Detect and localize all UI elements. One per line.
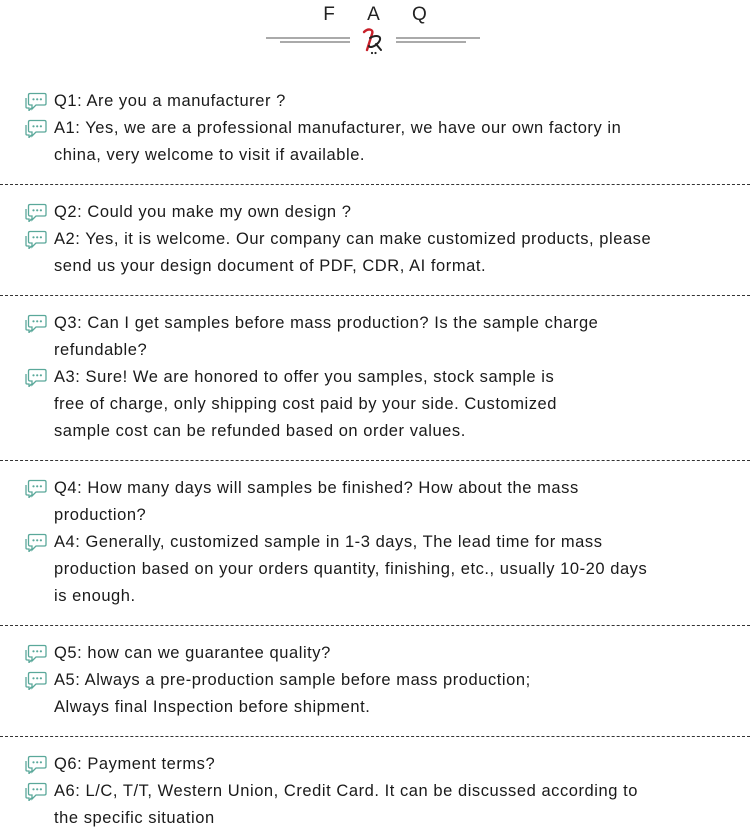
question-text-line: Q3: Can I get samples before mass production? Is the sample charge — [54, 314, 599, 332]
chat-bubble-icon — [25, 671, 47, 690]
chat-bubble-icon — [25, 368, 47, 387]
chat-bubble-icon — [25, 230, 47, 249]
faq-item — [0, 475, 750, 610]
dashed-divider — [0, 736, 750, 737]
question-row — [0, 475, 750, 529]
answer-row — [0, 364, 750, 445]
chat-bubble-icon — [25, 782, 47, 801]
chat-bubble-icon — [25, 644, 47, 663]
answer-text-line: sample cost can be refunded based on order values. — [54, 422, 466, 440]
answer-text-line: the specific situation — [54, 809, 215, 827]
answer-row — [0, 226, 750, 280]
answer-text-line: A2: Yes, it is welcome. Our company can make customized products, please — [54, 230, 652, 248]
title-divider-logo — [266, 26, 480, 56]
question-row — [0, 310, 750, 364]
faq-list — [0, 88, 750, 832]
question-row — [0, 751, 750, 778]
dashed-divider — [0, 625, 750, 626]
faq-item — [0, 751, 750, 832]
chat-bubble-icon — [25, 314, 47, 333]
answer-text-line: A6: L/C, T/T, Western Union, Credit Card. It can be discussed according to — [54, 782, 638, 800]
faq-header — [0, 0, 750, 60]
question-text-line: refundable? — [54, 341, 148, 359]
dashed-divider — [0, 184, 750, 185]
answer-text-line: free of charge, only shipping cost paid by your side. Customized — [54, 395, 557, 413]
chat-bubble-icon — [25, 92, 47, 111]
answer-text-line: A4: Generally, customized sample in 1-3 days, The lead time for mass — [54, 533, 603, 551]
answer-row — [0, 115, 750, 169]
answer-text-line: production based on your orders quantity, finishing, etc., usually 10-20 days — [54, 560, 648, 578]
question-text-line: Q2: Could you make my own design ? — [54, 203, 352, 221]
answer-text-line: is enough. — [54, 587, 136, 605]
question-text-line: Q5: how can we guarantee quality? — [54, 644, 331, 662]
question-text-line: Q6: Payment terms? — [54, 755, 216, 773]
answer-text-line: Always final Inspection before shipment. — [54, 698, 371, 716]
question-text-line: production? — [54, 506, 147, 524]
dashed-divider — [0, 460, 750, 461]
chat-bubble-icon — [25, 755, 47, 774]
answer-text-line: china, very welcome to visit if available. — [54, 146, 366, 164]
question-row — [0, 199, 750, 226]
faq-item — [0, 199, 750, 280]
chat-bubble-icon — [25, 203, 47, 222]
answer-text-line: A3: Sure! We are honored to offer you samples, stock sample is — [54, 368, 555, 386]
page-title: F A Q — [323, 4, 441, 25]
question-row — [0, 88, 750, 115]
question-text-line: Q1: Are you a manufacturer ? — [54, 92, 286, 110]
chat-bubble-icon — [25, 533, 47, 552]
answer-row — [0, 667, 750, 721]
faq-item — [0, 88, 750, 169]
dashed-divider — [0, 295, 750, 296]
chat-bubble-icon — [25, 479, 47, 498]
answer-text-line: A5: Always a pre-production sample before mass production; — [54, 671, 531, 689]
answer-text-line: A1: Yes, we are a professional manufacturer, we have our own factory in — [54, 119, 622, 137]
answer-text-line: send us your design document of PDF, CDR, AI format. — [54, 257, 487, 275]
answer-row — [0, 529, 750, 610]
faq-item — [0, 640, 750, 721]
question-text-line: Q4: How many days will samples be finished? How about the mass — [54, 479, 579, 497]
faq-item — [0, 310, 750, 445]
question-row — [0, 640, 750, 667]
chat-bubble-icon — [25, 119, 47, 138]
